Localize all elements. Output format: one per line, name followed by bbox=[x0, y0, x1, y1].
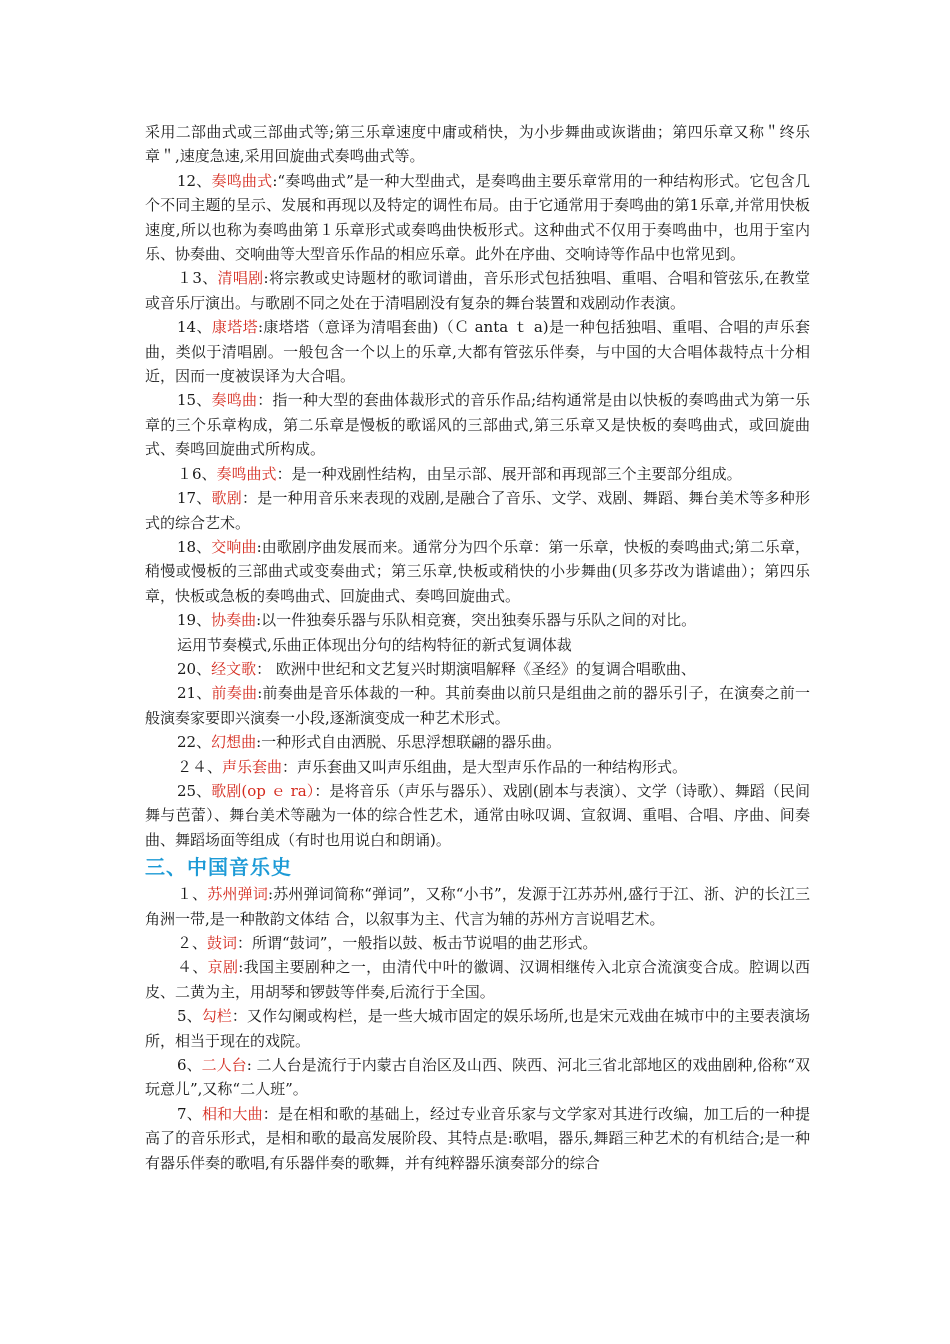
entry-25: 25、歌剧(op ｅ ra）：是将音乐（声乐与器乐）、戏剧(剧本与表演）、文学（诗歌）、舞蹈（民间舞与芭蕾）、舞台美术等融为一体的综合性艺术，通常由咏叹调、宣叙调、重唱、合唱、序曲、间奏曲、舞蹈场面等组成（有时也用说白和朗诵)。 bbox=[145, 781, 810, 849]
term-c4: 京剧 bbox=[207, 958, 239, 977]
entry-c1: １、苏州弹词:苏州弹词简称“弹词”，又称“小书”，发源于江苏苏州,盛行于江、浙、沪的长江三角洲一带,是一种散韵文体结 合，以叙事为主、代言为辅的苏州方言说唱艺术。 bbox=[145, 885, 810, 928]
term-14: 康塔塔 bbox=[211, 318, 258, 337]
intro-paragraph: 采用二部曲式或三部曲式等;第三乐章速度中庸或稍快，为小步舞曲或诙谐曲；第四乐章又称＂终乐章＂,速度急速,采用回旋曲式奏鸣曲式等。 bbox=[145, 123, 810, 166]
entry-21: 21、前奏曲:前奏曲是音乐体裁的一种。其前奏曲以前只是组曲之前的器乐引子，在演奏之前一般演奏家要即兴演奏一小段,逐渐演变成一种艺术形式。 bbox=[145, 684, 810, 727]
term-18: 交响曲 bbox=[211, 537, 257, 556]
term-25: 歌剧(op ｅ ra） bbox=[211, 781, 315, 800]
entry-15: 15、奏鸣曲：指一种大型的套曲体裁形式的音乐作品;结构通常是由以快板的奏鸣曲式为第一乐章的三个乐章构成，第二乐章是慢板的歌谣风的三部曲式,第三乐章又是快板的奏鸣曲式，或回旋曲式、奏鸣回旋曲式所构成。 bbox=[145, 391, 810, 459]
entry-c2: ２、鼓词：所谓“鼓词”，一般指以鼓、板击节说唱的曲艺形式。 bbox=[177, 934, 598, 952]
term-13: 清唱剧 bbox=[217, 269, 264, 288]
term-17: 歌剧 bbox=[211, 489, 242, 508]
term-15: 奏鸣曲 bbox=[211, 391, 258, 410]
entry-22: 22、幻想曲:一种形式自由洒脱、乐思浮想联翩的器乐曲。 bbox=[177, 733, 562, 752]
term-c7: 相和大曲 bbox=[201, 1104, 263, 1123]
entry-c6: 6、二人台: 二人台是流行于内蒙古自治区及山西、陕西、河北三省北部地区的戏曲剧种,俗称“双玩意儿”,又称“二人班”。 bbox=[145, 1056, 811, 1099]
term-24: 声乐套曲 bbox=[222, 757, 283, 776]
term-c6: 二人台 bbox=[201, 1056, 247, 1075]
entry-c7: 7、相和大曲：是在相和歌的基础上，经过专业音乐家与文学家对其进行改编，加工后的一种提高了的音乐形式，是相和歌的最高发展阶段、其特点是:歌唱，器乐,舞蹈三种艺术的有机结合;是一种有器乐伴奏的歌唱,有乐器伴奏的歌舞，并有纯粹器乐演奏部分的综合 bbox=[145, 1104, 810, 1172]
entry-c4: ４、京剧:我国主要剧种之一，由清代中叶的徽调、汉调相继传入北京合流演变合成。腔调以西皮、二黄为主，用胡琴和锣鼓等伴奏,后流行于全国。 bbox=[145, 958, 810, 1001]
entry-14: 14、康塔塔:康塔塔（意译为清唱套曲)（Ｃ anta ｔ a)是一种包括独唱、重唱、合唱的声乐套曲，类似于清唱剧。一般包含一个以上的乐章,大都有管弦乐伴奏，与中国的大合唱体裁特点十分相近，因而一度被误译为大合唱。 bbox=[145, 318, 810, 386]
entry-c5: 5、勾栏：又作勾阑或构栏，是一些大城市固定的娱乐场所,也是宋元戏曲在城市中的主要表演场所，相当于现在的戏院。 bbox=[145, 1007, 810, 1050]
entry-13: １3、清唱剧:将宗教或史诗题材的歌词谱曲，音乐形式包括独唱、重唱、合唱和管弦乐,在教堂或音乐厅演出。与歌剧不同之处在于清唱剧没有复杂的舞台装置和戏剧动作表演。 bbox=[145, 269, 811, 312]
section-heading: 三、中国音乐史 bbox=[145, 855, 292, 880]
entry-18: 18、交响曲:由歌剧序曲发展而来。通常分为四个乐章：第一乐章，快板的奏鸣曲式;第二乐章，稍慢或慢板的三部曲式或变奏曲式；第三乐章,快板或稍快的小步舞曲(贝多芬改为谐谑曲）；第四乐章，快板或急板的奏鸣曲式、回旋曲式、奏鸣回旋曲式。 bbox=[145, 537, 810, 605]
entry-24: ２４、声乐套曲：声乐套曲又叫声乐组曲，是大型声乐作品的一种结构形式。 bbox=[177, 757, 688, 776]
entry-19: 19、协奏曲:以一件独奏乐器与乐队相竞赛，突出独奏乐器与乐队之间的对比。 bbox=[177, 611, 697, 630]
entry-17: 17、歌剧：是一种用音乐来表现的戏剧,是融合了音乐、文学、戏剧、舞蹈、舞台美术等多种形式的综合艺术。 bbox=[145, 489, 810, 532]
term-12: 奏鸣曲式 bbox=[211, 171, 273, 190]
term-c1: 苏州弹词 bbox=[207, 885, 269, 904]
entry-16: １6、奏鸣曲式：是一种戏剧性结构，由呈示部、展开部和再现部三个主要部分组成。 bbox=[177, 464, 742, 483]
term-c2: 鼓词 bbox=[207, 934, 238, 952]
term-22: 幻想曲 bbox=[211, 733, 257, 752]
document-body bbox=[145, 120, 810, 1175]
term-21: 前奏曲 bbox=[211, 684, 258, 703]
entry-20: 20、经文歌： 欧洲中世纪和文艺复兴时期演唱解释《圣经》的复调合唱歌曲、 bbox=[177, 659, 696, 678]
term-19: 协奏曲 bbox=[211, 611, 257, 630]
entry-12: 12、奏鸣曲式:“奏鸣曲式”是一种大型曲式，是奏鸣曲主要乐章常用的一种结构形式。它包含几个不同主题的呈示、发展和再现以及特定的调性布局。由于它通常用于奏鸣曲的第1乐章,并常用快板速度,所以也称为奏鸣曲第１乐章形式或奏鸣曲快板形式。这种曲式不仅用于奏鸣曲中，也用于室内乐、协奏曲、交响曲等大型音乐作品的相应乐章。此外在序曲、交响诗等作品中也常见到。 bbox=[145, 171, 810, 264]
term-c5: 勾栏 bbox=[201, 1007, 232, 1026]
term-20: 经文歌 bbox=[211, 659, 257, 678]
note-line: 运用节奏模式,乐曲正体现出分句的结构特征的新式复调体裁 bbox=[177, 635, 572, 654]
term-16: 奏鸣曲式 bbox=[216, 464, 277, 483]
